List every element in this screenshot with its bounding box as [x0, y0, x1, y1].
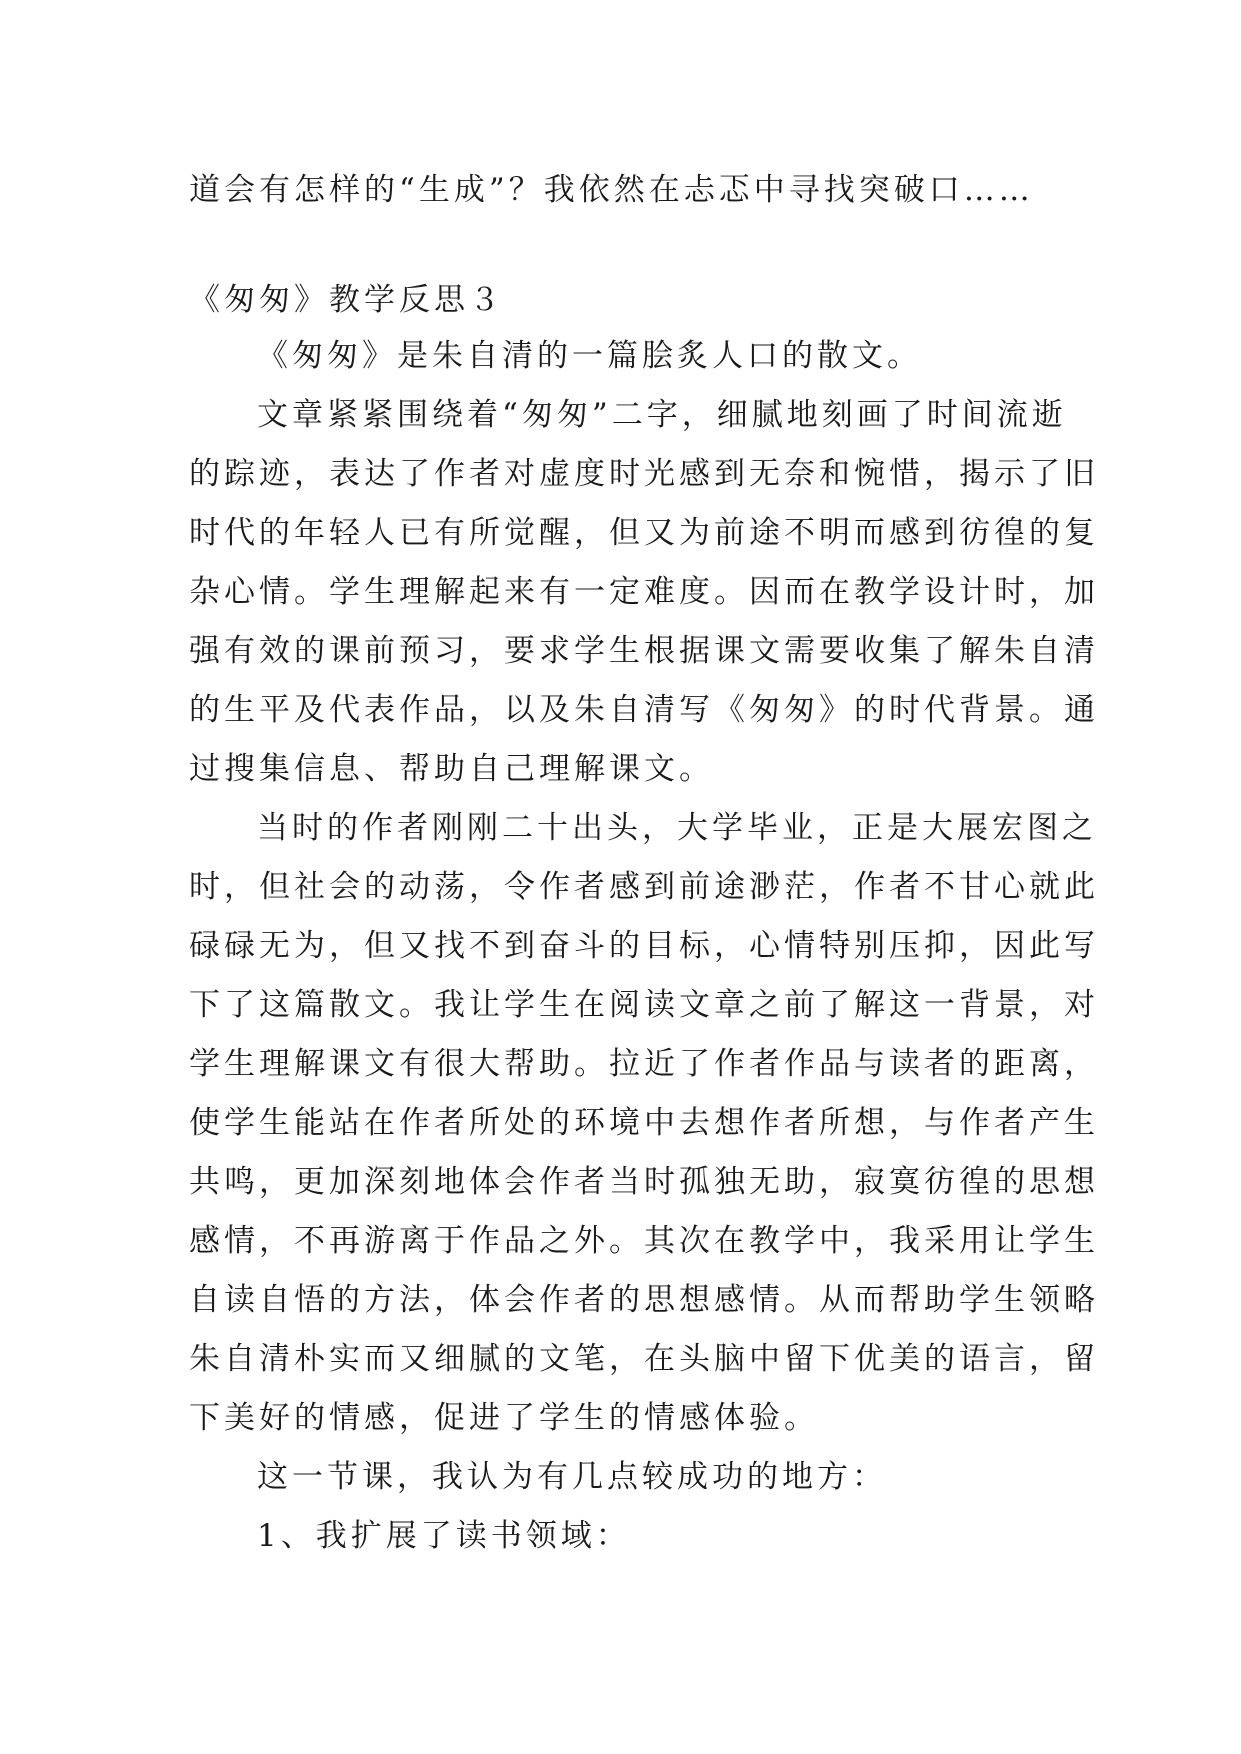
paragraph-line: 下美好的情感，促进了学生的情感体验。	[189, 1400, 819, 1436]
paragraph-line: 文章紧紧围绕着“匆匆”二字，细腻地刻画了时间流逝	[257, 397, 1067, 433]
intro-line: 道会有怎样的“生成”？我依然在忐忑中寻找突破口……	[189, 172, 1034, 208]
paragraph-line: 下了这篇散文。我让学生在阅读文章之前了解这一背景，对	[189, 987, 1099, 1023]
paragraph-line: 时，但社会的动荡，令作者感到前途渺茫，作者不甘心就此	[189, 869, 1099, 905]
paragraph-line: 当时的作者刚刚二十出头，大学毕业，正是大展宏图之	[257, 810, 1097, 846]
paragraph-line: 使学生能站在作者所处的环境中去想作者所想，与作者产生	[189, 1105, 1099, 1141]
paragraph-line: 碌碌无为，但又找不到奋斗的目标，心情特别压抑，因此写	[189, 928, 1099, 964]
section-title: 《匆匆》教学反思３	[189, 282, 504, 318]
paragraph-line: 学生理解课文有很大帮助。拉近了作者作品与读者的距离，	[189, 1046, 1099, 1082]
paragraph-line: 1、我扩展了读书领域：	[257, 1518, 631, 1554]
paragraph-line: 自读自悟的方法，体会作者的思想感情。从而帮助学生领略	[189, 1282, 1099, 1318]
paragraph-line: 《匆匆》是朱自清的一篇脍炙人口的散文。	[257, 338, 922, 374]
paragraph-line: 时代的年轻人已有所觉醒，但又为前途不明而感到彷徨的复	[189, 515, 1099, 551]
paragraph-line: 感情，不再游离于作品之外。其次在教学中，我采用让学生	[189, 1223, 1099, 1259]
paragraph-line: 杂心情。学生理解起来有一定难度。因而在教学设计时，加	[189, 574, 1099, 610]
paragraph-line: 的踪迹，表达了作者对虚度时光感到无奈和惋惜，揭示了旧	[189, 456, 1099, 492]
paragraph-line: 的生平及代表作品，以及朱自清写《匆匆》的时代背景。通	[189, 692, 1099, 728]
paragraph-line: 朱自清朴实而又细腻的文笔，在头脑中留下优美的语言，留	[189, 1341, 1099, 1377]
paragraph-line: 共鸣，更加深刻地体会作者当时孤独无助，寂寞彷徨的思想	[189, 1164, 1099, 1200]
paragraph-line: 强有效的课前预习，要求学生根据课文需要收集了解朱自清	[189, 633, 1099, 669]
paragraph-line: 这一节课，我认为有几点较成功的地方：	[257, 1459, 887, 1495]
paragraph-line: 过搜集信息、帮助自己理解课文。	[189, 751, 714, 787]
